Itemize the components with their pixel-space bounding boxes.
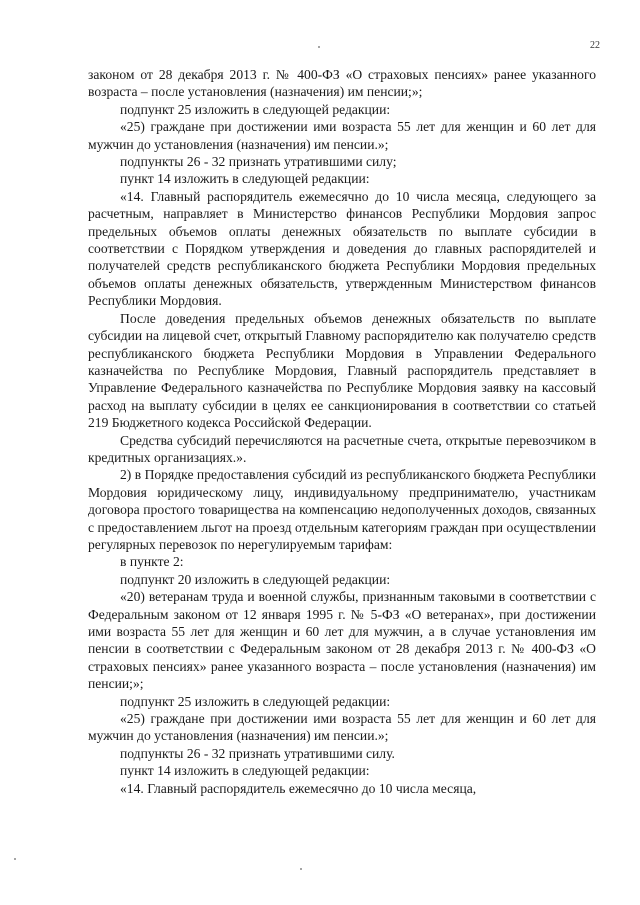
scan-speck — [14, 858, 16, 860]
scan-speck — [300, 868, 302, 870]
paragraph: После доведения предельных объемов денежных обязательств по выплате субсидии на лицевой счет, открытый Главному распорядителю как получателю средств республиканского бюджета Республики Мордовия в Управлении Федерального казначейства по Республике Мордовия, Главный распорядитель представляет в Управление Федерального казначейства по Республике Мордовия заявку на кассовый расход на выплату субсидии в целях ее санкционирования в соответствии со статьей 219 Бюджетного кодекса Российской Федерации. — [88, 310, 596, 431]
paragraph: пункт 14 изложить в следующей редакции: — [120, 763, 370, 779]
paragraph: подпункт 25 изложить в следующей редакции: — [120, 101, 391, 117]
paragraph: законом от 28 декабря 2013 г. № 400-ФЗ «О страховых пенсиях» ранее указанного возраста – после установления (назначения) им пенсии;»; — [88, 67, 596, 100]
paragraph: подпункты 26 - 32 признать утратившими силу. — [120, 745, 395, 761]
page-number: 22 — [590, 40, 600, 51]
paragraph: подпункт 25 изложить в следующей редакции: — [120, 693, 391, 709]
paragraph: подпункты 26 - 32 признать утратившими силу; — [120, 154, 397, 170]
paragraph: «25) граждане при достижении ими возраста 55 лет для женщин и 60 лет для мужчин до установления (назначения) им пенсии.»; — [88, 711, 596, 744]
paragraph: 2) в Порядке предоставления субсидий из республиканского бюджета Республики Мордовия юридическому лицу, индивидуальному предпринимателю, участникам договора простого товарищества на компенсацию недополученных доходов, связанных с предоставлением льгот на проезд отдельным категориям граждан при осуществлении регулярных перевозок по нерегулируемым тарифам: — [88, 467, 596, 552]
paragraph: Средства субсидий перечисляются на расчетные счета, открытые перевозчиком в кредитных организациях.». — [88, 432, 596, 465]
paragraph: пункт 14 изложить в следующей редакции: — [120, 171, 370, 187]
document-body — [88, 66, 596, 797]
paragraph: «14. Главный распорядитель ежемесячно до 10 числа месяца, следующего за расчетным, направляет в Министерство финансов Республики Мордовия запрос предельных объемов оплаты денежных обязательств по выплате субсидии в соответствии с Порядком утверждения и доведения до главных распорядителей и получателей средств республиканского бюджета Республики Мордовия предельных объемов оплаты денежных обязательств, утвержденным Министерством финансов Республики Мордовия. — [88, 188, 596, 309]
paragraph: подпункт 20 изложить в следующей редакции: — [120, 571, 391, 587]
paragraph: «25) граждане при достижении ими возраста 55 лет для женщин и 60 лет для мужчин до установления (назначения) им пенсии.»; — [88, 119, 596, 152]
paragraph: «20) ветеранам труда и военной службы, признанным таковыми в соответствии с Федеральным законом от 12 января 1995 г. № 5-ФЗ «О ветеранах», при достижении ими возраста 55 лет для женщин и 60 лет для мужчин, а в случае установления им пенсии в соответствии с Федеральным законом от 28 декабря 2013 г. № 400-ФЗ «О страховых пенсиях» ранее указанного возраста – после установления (назначения) им пенсии;»; — [88, 589, 596, 692]
paragraph: «14. Главный распорядитель ежемесячно до 10 числа месяца, — [120, 780, 477, 796]
scan-speck — [318, 46, 320, 48]
paragraph: в пункте 2: — [120, 554, 184, 570]
